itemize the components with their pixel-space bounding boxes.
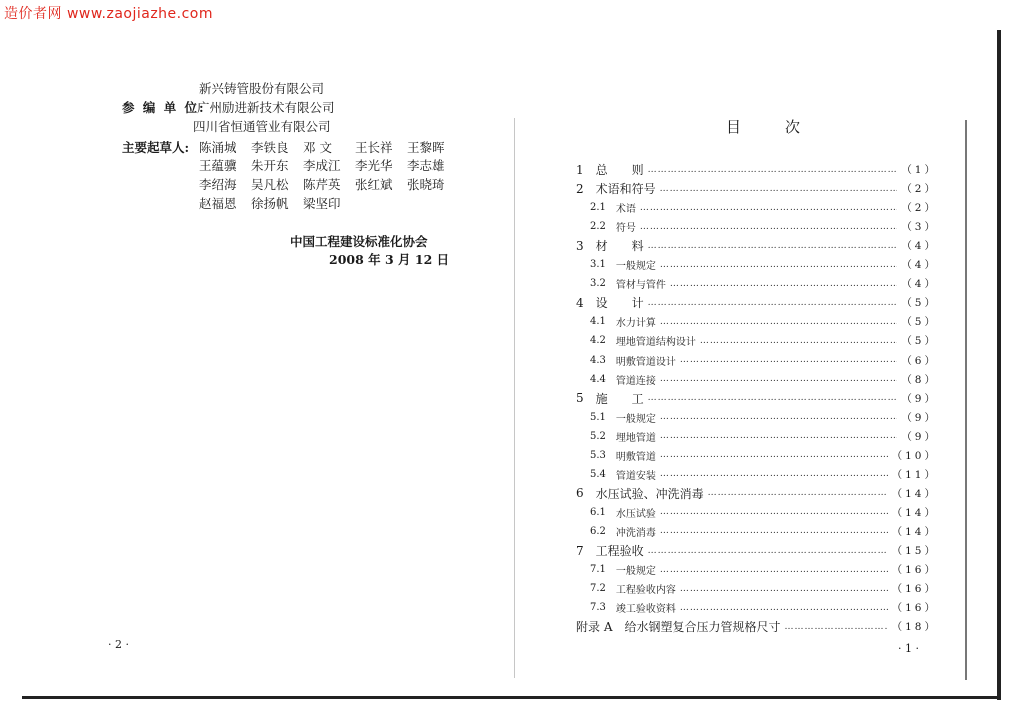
toc-entry[interactable] <box>576 255 938 274</box>
toc-entry-number: 2.1 <box>590 202 606 214</box>
toc-entry-number: 3.2 <box>590 278 606 290</box>
toc-entry[interactable] <box>576 351 938 370</box>
toc-entry-label: 管道连接 <box>615 375 656 387</box>
drafter-name: 吴凡松 <box>251 177 289 192</box>
toc-entry-label: 明敷管道 <box>615 451 656 463</box>
toc-entry-number: 2 <box>576 181 584 196</box>
toc-leader-dots <box>660 412 897 422</box>
toc-entry-label: 明敷管道设计 <box>615 356 676 368</box>
toc-entry-label: 工程验收 <box>595 544 644 558</box>
drafter-name: 陈芹英 <box>303 177 341 192</box>
toc-entry-number: 5.3 <box>590 449 606 461</box>
scan-edge-bottom <box>22 696 1000 699</box>
toc-leader-dots <box>680 603 888 613</box>
lead-company: 新兴铸管股份有限公司 <box>199 81 325 96</box>
toc-entry-label: 一般规定 <box>615 261 656 273</box>
drafter-name: 徐扬帆 <box>251 196 289 211</box>
toc-entry-page: （18） <box>891 621 938 634</box>
toc-leader-dots <box>670 279 897 289</box>
scan-edge-right <box>997 30 1001 700</box>
toc-entry[interactable] <box>576 198 938 217</box>
toc-entry-label: 术语和符号 <box>595 182 656 197</box>
toc-entry-label: 总 则 <box>595 163 644 177</box>
toc-entry-page: （5） <box>901 335 938 348</box>
toc-leader-dots <box>785 622 888 632</box>
toc-entry[interactable] <box>576 465 938 484</box>
toc-entry-page: （14） <box>891 487 938 500</box>
toc-entry-number: 4.1 <box>590 316 606 328</box>
toc-entry[interactable] <box>576 217 938 236</box>
toc-entry[interactable] <box>576 560 938 579</box>
toc-entry-label: 术语 <box>615 204 636 216</box>
toc-entry-number: 6 <box>576 486 584 501</box>
toc-entry-page: （16） <box>891 583 938 596</box>
toc-entry[interactable] <box>576 331 938 350</box>
book-spine-line <box>514 118 515 678</box>
participant-unit-2: 四川省恒通管业有限公司 <box>193 119 331 134</box>
toc-leader-dots <box>640 222 897 232</box>
issue-date: 2008 年 3 月 12 日 <box>329 252 450 267</box>
drafter-name: 李志雄 <box>407 158 445 173</box>
toc-entry-number: 4.2 <box>590 335 606 347</box>
toc-entry-page: （1） <box>901 164 938 176</box>
toc-leader-dots <box>660 565 888 575</box>
toc-entry-page: （16） <box>891 602 938 615</box>
toc-entry[interactable] <box>576 370 938 389</box>
drafters-row-1 <box>199 139 459 157</box>
drafter-name: 赵福恩 <box>199 196 237 211</box>
drafters-row-2 <box>199 157 459 175</box>
toc-entry-page: （10） <box>891 449 938 462</box>
toc-entry-number: 5.1 <box>590 411 606 423</box>
drafter-name: 梁坚印 <box>303 196 341 211</box>
toc-entry[interactable] <box>576 598 938 617</box>
toc-entry-page: （4） <box>901 240 938 253</box>
association-name: 中国工程建设标准化协会 <box>290 234 428 249</box>
toc-entry-page: （11） <box>891 468 938 481</box>
toc-entry[interactable] <box>576 179 938 198</box>
toc-leader-dots <box>660 260 897 270</box>
toc-leader-dots <box>660 374 897 384</box>
toc-leader-dots <box>648 165 898 175</box>
toc-leader-dots <box>700 336 897 346</box>
drafters-label: 主要起草人: <box>122 140 190 155</box>
toc-leader-dots <box>648 546 888 556</box>
toc-leader-dots <box>648 241 898 251</box>
toc-title-char: 目 <box>726 118 742 136</box>
toc-entry-page: （16） <box>891 564 938 577</box>
drafter-name: 张红斌 <box>355 177 393 192</box>
toc-leader-dots <box>660 450 888 460</box>
toc-leader-dots <box>660 526 888 536</box>
toc-entry[interactable] <box>576 446 938 465</box>
toc-entry-number: 4.4 <box>590 373 606 385</box>
toc-entry-page: （6） <box>901 354 938 367</box>
toc-entry-page: （8） <box>901 373 938 386</box>
page-edge-shadow <box>965 120 967 680</box>
toc-entry-page: （14） <box>891 506 938 519</box>
toc-leader-dots <box>708 488 888 498</box>
toc-entry-label: 竣工验收资料 <box>615 604 676 616</box>
toc-entry[interactable] <box>576 389 938 408</box>
drafter-name: 朱开东 <box>251 158 289 173</box>
toc-entry-label: 管材与管件 <box>615 280 666 292</box>
drafter-name: 王蕴骥 <box>199 158 237 173</box>
toc-entry-number: 6.2 <box>590 525 606 537</box>
toc-entry-label: 冲洗消毒 <box>615 527 656 539</box>
toc-entry-label: 符号 <box>615 223 636 235</box>
toc-entry-number: 5 <box>576 391 584 406</box>
toc-entry-label: 一般规定 <box>615 566 656 578</box>
toc-entry-label: 设 计 <box>595 296 644 311</box>
toc-entry-label: 给水钢塑复合压力管规格尺寸 <box>624 620 781 635</box>
toc-entry[interactable] <box>576 617 938 636</box>
participants-label: 参 编 单 位: <box>122 100 206 115</box>
toc-entry[interactable] <box>576 312 938 331</box>
toc-entry-number: 7.2 <box>590 583 606 595</box>
toc-entry-number: 2.2 <box>590 221 606 233</box>
site-watermark[interactable]: 造价者网 www.zaojiazhe.com <box>4 6 214 22</box>
drafter-name: 李光华 <box>355 158 393 173</box>
toc-leader-dots <box>660 431 897 441</box>
toc-entry-number: 1 <box>576 162 584 177</box>
toc-entry-label: 埋地管道结构设计 <box>615 337 696 349</box>
toc-entry-page: （2） <box>901 202 938 215</box>
toc-leader-dots <box>660 469 888 479</box>
toc-entry-page: （4） <box>901 259 938 272</box>
toc-leader-dots <box>648 393 898 403</box>
toc-leader-dots <box>660 317 897 327</box>
toc-entry[interactable] <box>576 503 938 522</box>
toc-leader-dots <box>680 584 888 594</box>
toc-entry-page: （2） <box>901 183 938 196</box>
drafter-name: 王长祥 <box>355 140 393 155</box>
toc-entry[interactable] <box>576 484 938 503</box>
toc-entry-number: 5.2 <box>590 430 606 442</box>
toc-entry-label: 埋地管道 <box>615 432 656 444</box>
toc-leader-dots <box>648 298 898 308</box>
toc-title-char: 次 <box>785 118 801 136</box>
toc-entry-label: 材 料 <box>595 239 644 254</box>
toc-entry-number: 7.3 <box>590 602 606 614</box>
toc-entry[interactable] <box>576 160 938 179</box>
toc-entry[interactable] <box>576 427 938 446</box>
toc-entry-page: （5） <box>901 297 938 310</box>
toc-leader-dots <box>660 184 898 194</box>
toc-entry-page: （4） <box>901 278 938 291</box>
toc-entry[interactable] <box>576 408 938 427</box>
drafters-row-3 <box>199 176 459 194</box>
drafter-name: 陈涌城 <box>199 140 237 155</box>
right-page-number: · 1 · <box>898 642 919 655</box>
toc-entry-number: 3 <box>576 238 584 253</box>
toc-leader-dots <box>660 507 888 517</box>
drafter-name: 李铁良 <box>251 140 289 155</box>
toc-entry[interactable] <box>576 293 938 312</box>
toc-entry-number: 附录 A <box>576 620 613 635</box>
toc-entry-number: 6.1 <box>590 506 606 518</box>
toc-entry-number: 3.1 <box>590 259 606 271</box>
drafters-row-4 <box>199 195 355 213</box>
drafter-name: 李绍海 <box>199 177 237 192</box>
toc-entry-page: （3） <box>901 221 938 234</box>
drafter-name: 邓 文 <box>303 140 332 155</box>
toc-leader-dots <box>680 355 897 365</box>
toc-entry[interactable] <box>576 236 938 255</box>
drafter-name: 王黎晖 <box>407 140 445 155</box>
toc-entry[interactable] <box>576 579 938 598</box>
toc-entry-number: 4.3 <box>590 354 606 366</box>
toc-entry-page: （9） <box>901 392 938 405</box>
toc-entry-number: 7 <box>576 543 584 558</box>
toc-entry[interactable] <box>576 541 938 560</box>
toc-entry-label: 水力计算 <box>615 318 656 330</box>
participant-unit-1: 广州励进新技术有限公司 <box>197 100 335 115</box>
toc-entry-page: （9） <box>901 411 938 424</box>
toc-entry[interactable] <box>576 522 938 541</box>
toc-entry-page: （5） <box>901 316 938 329</box>
toc-entry-label: 工程验收内容 <box>615 585 676 597</box>
toc-entry-page: （15） <box>891 545 938 557</box>
toc-leader-dots <box>640 203 897 213</box>
toc-entry[interactable] <box>576 274 938 293</box>
toc-entry-page: （9） <box>901 430 938 443</box>
toc-entry-label: 管道安装 <box>615 470 656 482</box>
toc-entry-label: 一般规定 <box>615 413 656 425</box>
drafter-name: 张晓琦 <box>407 177 445 192</box>
toc-title <box>726 116 800 137</box>
toc-entry-label: 水压试验、冲洗消毒 <box>595 486 704 501</box>
left-page-number: · 2 · <box>108 638 129 651</box>
toc-entry-label: 水压试验 <box>615 508 656 520</box>
toc-entry-number: 5.4 <box>590 468 606 480</box>
toc-entry-label: 施 工 <box>595 391 644 406</box>
toc-entry-number: 7.1 <box>590 564 606 576</box>
drafter-name: 李成江 <box>303 158 341 173</box>
toc-entry-page: （14） <box>891 525 938 538</box>
toc-entry-number: 4 <box>576 295 584 310</box>
